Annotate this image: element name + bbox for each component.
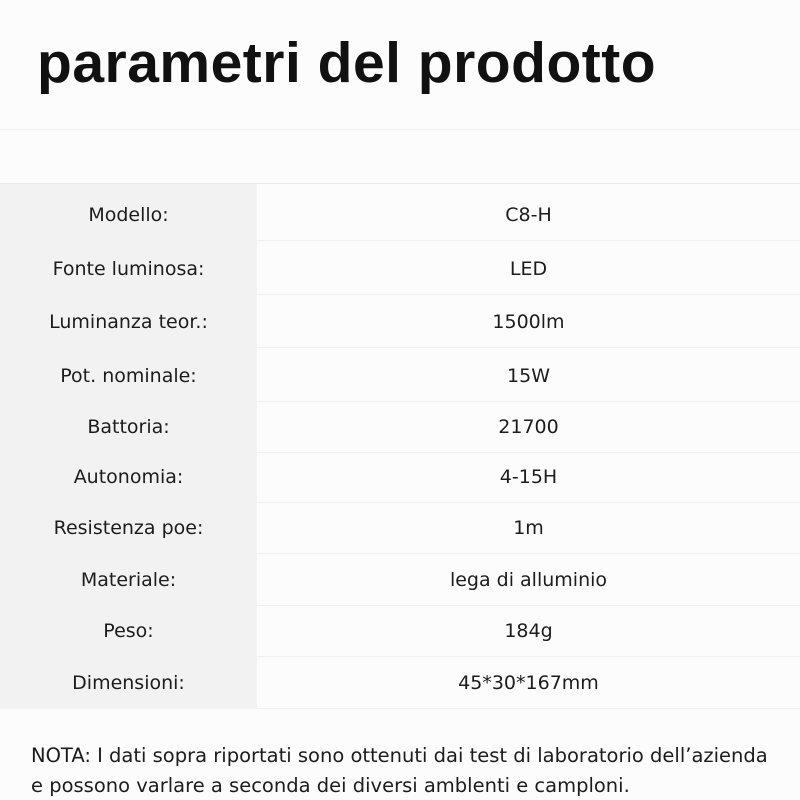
spec-value: 1m (513, 517, 544, 539)
spec-value: 21700 (498, 416, 559, 438)
spec-row-battery (0, 401, 800, 453)
disclaimer-line-2: e possono varlare a seconda dei diversi amblenti e camploni. (31, 774, 630, 797)
spec-value: lega di alluminio (449, 569, 608, 591)
spec-value: LED (509, 258, 548, 280)
spec-value: 45*30*167mm (458, 672, 599, 694)
spec-row-impact-resistance (0, 502, 800, 554)
spec-value: 4-15H (499, 466, 558, 488)
spec-label: Battoria: (87, 416, 170, 438)
spec-row-dimensions (0, 657, 800, 709)
spec-label: Autonomia: (73, 466, 184, 488)
spec-row-rated-power (0, 350, 800, 402)
spec-table (0, 183, 800, 709)
spec-label: Resistenza poe: (53, 517, 204, 539)
page-title: parametri del prodotto (37, 31, 657, 95)
spec-label: Pot. nominale: (60, 365, 197, 387)
spec-row-weight (0, 605, 800, 657)
spec-label: Materiale: (80, 569, 177, 591)
spec-table-top-divider (0, 183, 800, 184)
disclaimer-line-1: NOTA: I dati sopra riportati sono ottenuti dai test di laboratorio dell’azienda (31, 744, 768, 767)
spec-value: 1500lm (492, 311, 565, 333)
spec-row-light-source (0, 243, 800, 295)
spec-value: C8-H (505, 204, 552, 226)
spec-label: Dimensioni: (72, 672, 185, 694)
spec-row-luminance (0, 296, 800, 348)
spec-label: Fonte luminosa: (52, 258, 205, 280)
spec-value: 184g (504, 620, 553, 642)
title-divider (0, 129, 800, 130)
disclaimer-note (31, 741, 791, 800)
spec-row-model (0, 189, 800, 241)
spec-label: Luminanza teor.: (49, 311, 208, 333)
spec-label: Peso: (103, 620, 154, 642)
spec-row-runtime (0, 451, 800, 503)
spec-row-material (0, 554, 800, 606)
spec-label: Modello: (88, 204, 169, 226)
spec-value: 15W (507, 365, 550, 387)
